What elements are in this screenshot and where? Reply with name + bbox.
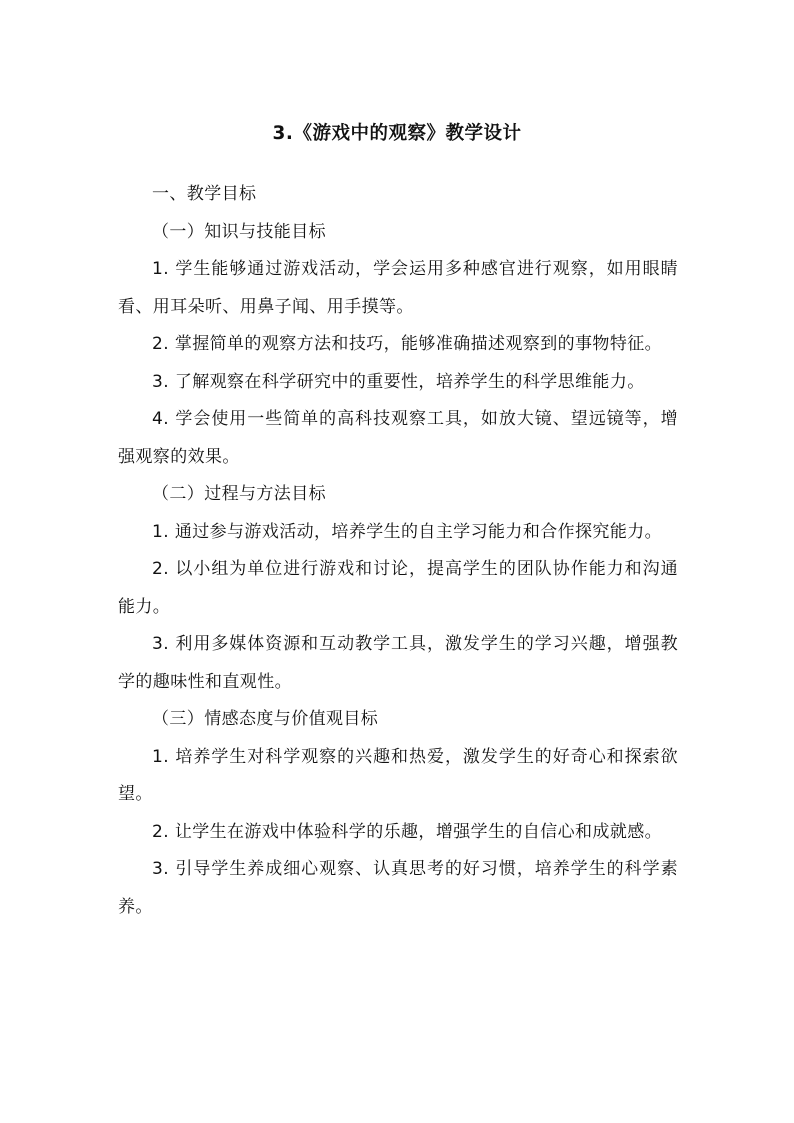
list-item: 1. 通过参与游戏活动，培养学生的自主学习能力和合作探究能力。 [152, 521, 663, 542]
subsection-heading-emotion-values: （三）情感态度与价值观目标 [152, 709, 379, 729]
list-item: 2. 让学生在游戏中体验科学的乐趣，增强学生的自信心和成就感。 [152, 821, 663, 842]
list-item: 3. 引导学生养成细心观察、认真思考的好习惯，培养学生的科学素养。 [118, 859, 678, 917]
list-item: 1. 学生能够通过游戏活动，学会运用多种感官进行观察，如用眼睛看、用耳朵听、用鼻子闻、用手摸等。 [118, 259, 678, 317]
list-item: 3. 了解观察在科学研究中的重要性，培养学生的科学思维能力。 [152, 371, 645, 392]
subsection-heading-knowledge-skills: （一）知识与技能目标 [152, 221, 326, 242]
subsection-heading-process-methods: （二）过程与方法目标 [152, 484, 326, 504]
list-item: 1. 培养学生对科学观察的兴趣和热爱，激发学生的好奇心和探索欲望。 [118, 746, 678, 804]
section-heading-teaching-goals: 一、教学目标 [152, 184, 257, 204]
list-item: 2. 以小组为单位进行游戏和讨论，提高学生的团队协作能力和沟通能力。 [118, 559, 678, 617]
document-body [118, 176, 678, 926]
document-title: 3.《游戏中的观察》教学设计 [272, 123, 522, 144]
list-item: 2. 掌握简单的观察方法和技巧，能够准确描述观察到的事物特征。 [152, 334, 663, 354]
list-item: 4. 学会使用一些简单的高科技观察工具，如放大镜、望远镜等，增强观察的效果。 [118, 409, 678, 467]
list-item: 3. 利用多媒体资源和互动教学工具，激发学生的学习兴趣，增强教学的趣味性和直观性。 [118, 634, 678, 692]
